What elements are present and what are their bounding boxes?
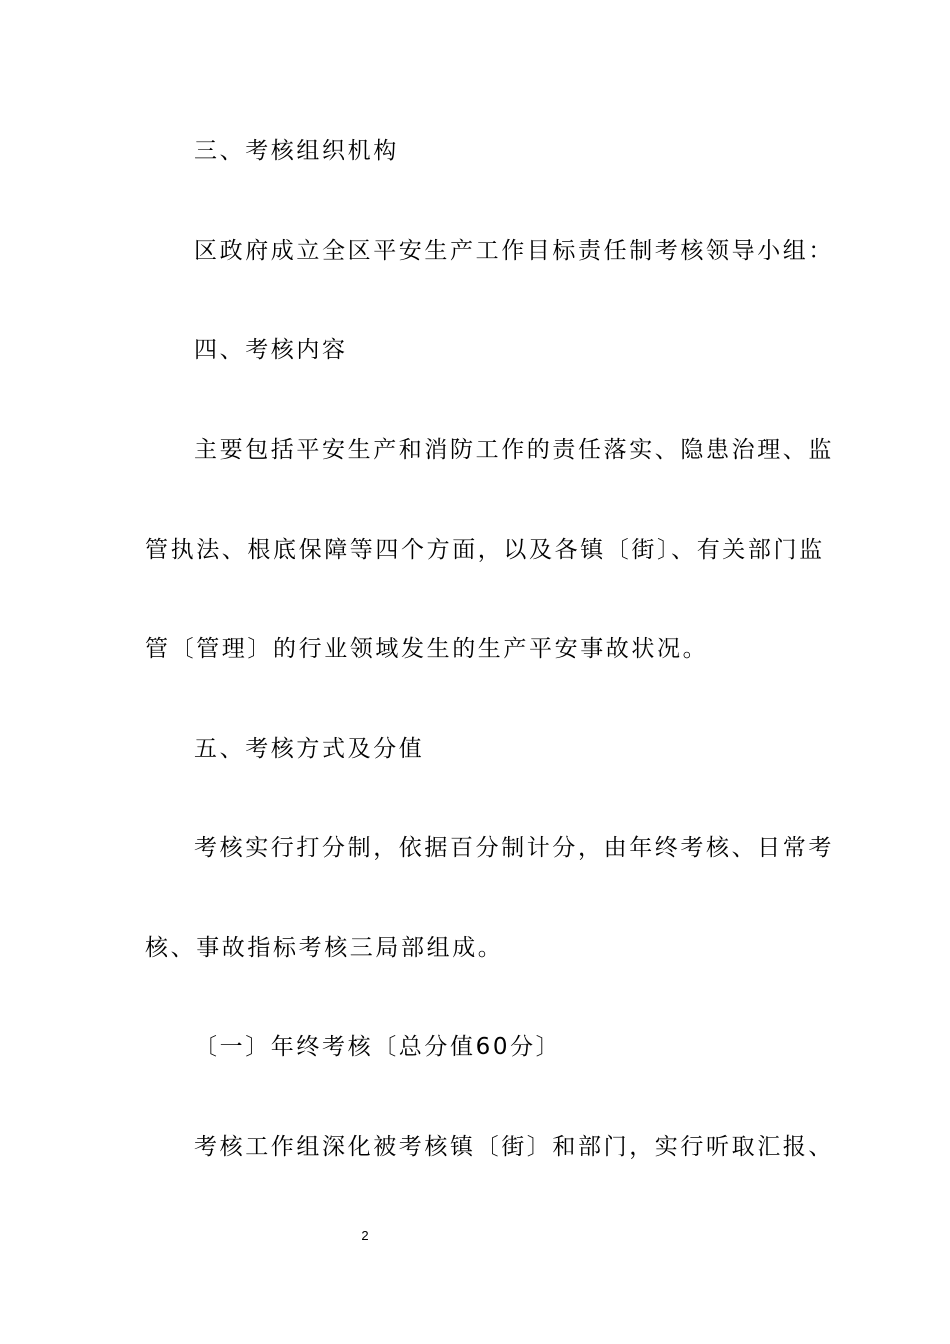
paragraph-line: 主要包括平安生产和消防工作的责任落实、隐患治理、监 — [194, 437, 834, 463]
section-heading-content: 四、考核内容 — [194, 337, 348, 363]
page-number: 2 — [361, 1228, 369, 1243]
paragraph-line: 管执法、根底保障等四个方面，以及各镇〔街〕、有关部门监 — [145, 537, 825, 563]
paragraph-line: 管〔管理〕的行业领域发生的生产平安事故状况。 — [145, 636, 709, 662]
paragraph-line: 考核实行打分制，依据百分制计分，由年终考核、日常考 — [194, 835, 834, 861]
section-heading-method: 五、考核方式及分值 — [194, 736, 425, 762]
paragraph-line: 区政府成立全区平安生产工作目标责任制考核领导小组： — [194, 238, 834, 264]
section-heading-organization: 三、考核组织机构 — [194, 138, 399, 164]
paragraph-line: 考核工作组深化被考核镇〔街〕和部门，实行听取汇报、 — [194, 1134, 834, 1160]
subsection-heading-annual: 〔一〕年终考核〔总分值60分〕 — [194, 1034, 562, 1060]
paragraph-line: 核、事故指标考核三局部组成。 — [145, 935, 504, 961]
